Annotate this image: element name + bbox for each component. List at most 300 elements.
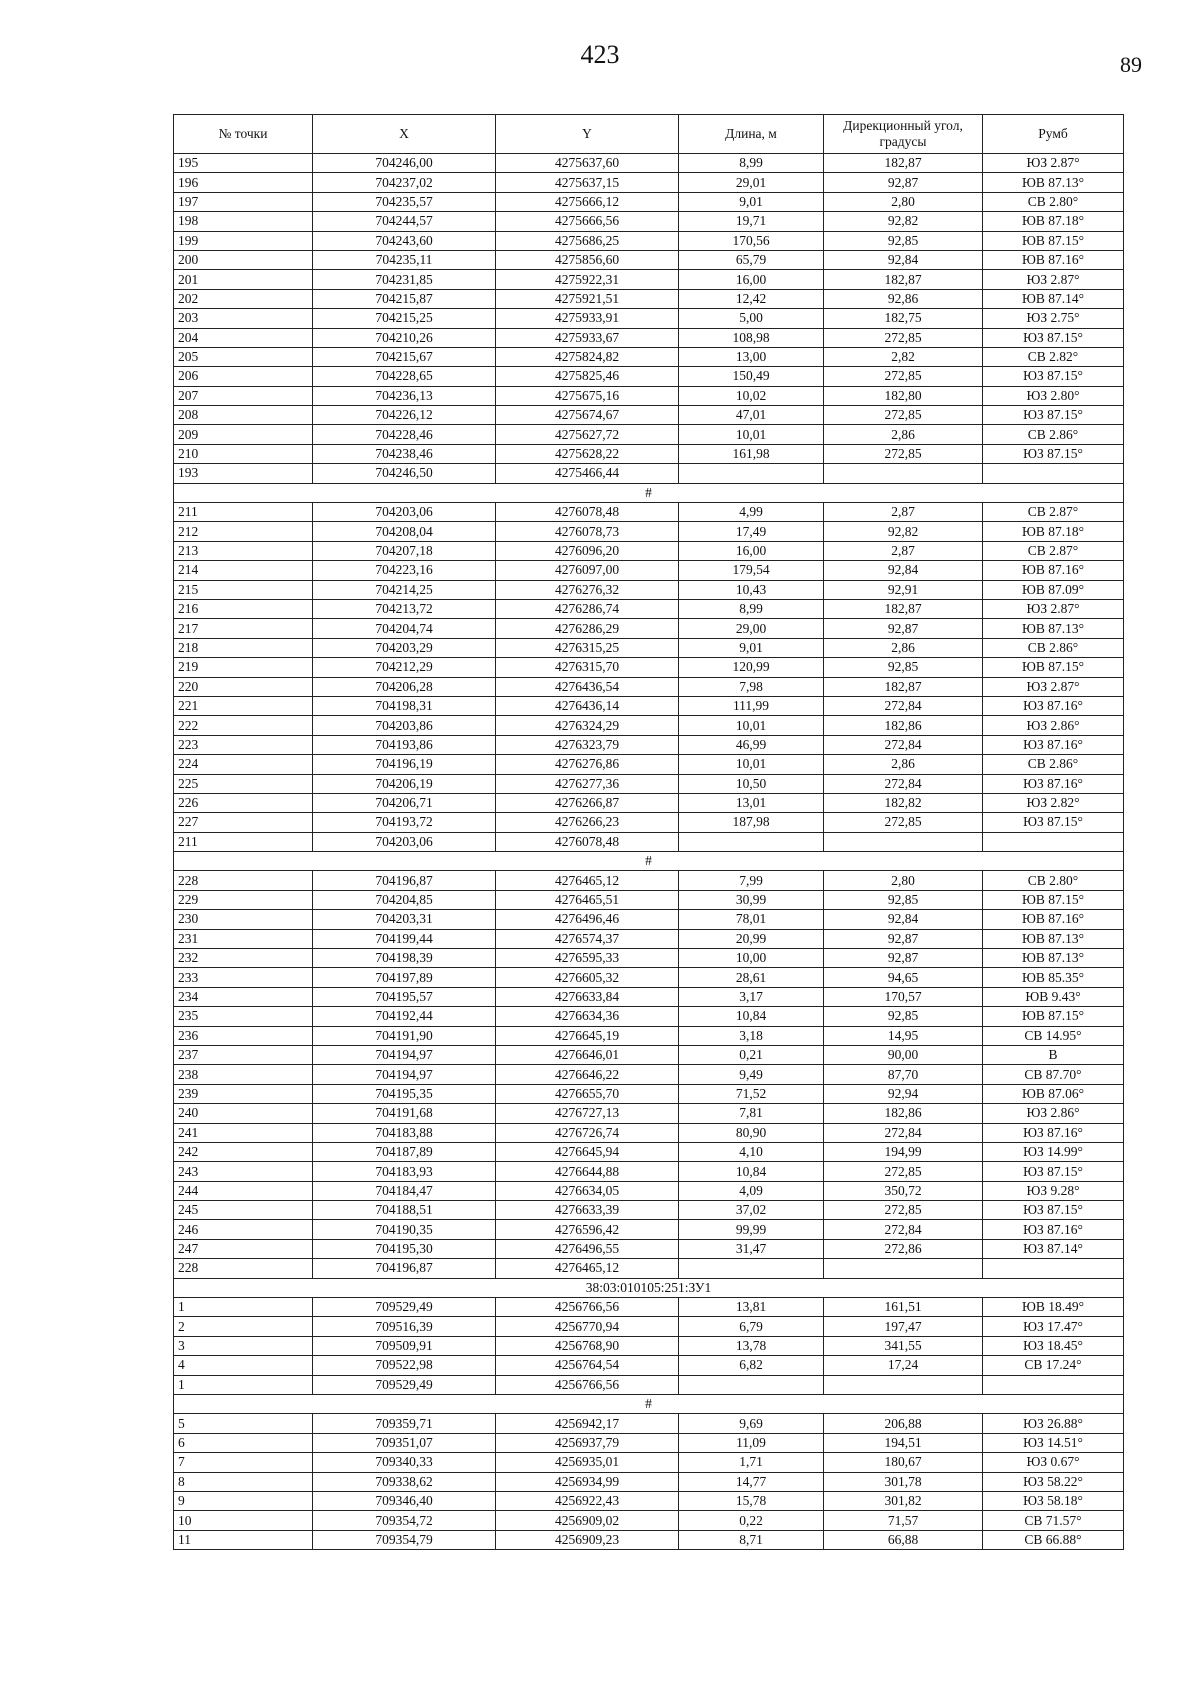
cell-direction-angle: 2,86 <box>824 638 983 657</box>
cell-rhumb: СВ 2.86° <box>983 638 1124 657</box>
cell-point-number: 1 <box>174 1298 313 1317</box>
cell-y: 4256766,56 <box>496 1298 679 1317</box>
cell-point-number: 221 <box>174 696 313 715</box>
cell-y: 4276436,54 <box>496 677 679 696</box>
cell-y: 4276323,79 <box>496 735 679 754</box>
cell-x: 704246,50 <box>313 464 496 483</box>
cell-rhumb: ЮЗ 87.15° <box>983 1201 1124 1220</box>
cell-direction-angle: 272,85 <box>824 1201 983 1220</box>
cell-rhumb: ЮЗ 2.87° <box>983 677 1124 696</box>
cell-length: 8,99 <box>679 599 824 618</box>
cell-rhumb: ЮВ 87.13° <box>983 949 1124 968</box>
cell-rhumb: ЮЗ 2.87° <box>983 599 1124 618</box>
cell-direction-angle: 182,86 <box>824 716 983 735</box>
table-row <box>174 890 1124 909</box>
cell-direction-angle: 92,94 <box>824 1084 983 1103</box>
cell-length: 10,01 <box>679 425 824 444</box>
cell-x: 704184,47 <box>313 1181 496 1200</box>
table-header-row <box>174 115 1124 154</box>
table-row <box>174 1181 1124 1200</box>
table-row <box>174 1220 1124 1239</box>
cell-y: 4256937,79 <box>496 1433 679 1452</box>
table-row <box>174 289 1124 308</box>
cell-point-number: 228 <box>174 871 313 890</box>
cell-rhumb: ЮВ 87.15° <box>983 658 1124 677</box>
cell-direction-angle: 182,87 <box>824 154 983 173</box>
table-row <box>174 968 1124 987</box>
cell-y: 4276465,12 <box>496 871 679 890</box>
table-row <box>174 658 1124 677</box>
cell-direction-angle: 14,95 <box>824 1026 983 1045</box>
cell-y: 4276634,36 <box>496 1007 679 1026</box>
table-row <box>174 561 1124 580</box>
cell-y: 4275466,44 <box>496 464 679 483</box>
table-row <box>174 328 1124 347</box>
cell-y: 4276646,22 <box>496 1065 679 1084</box>
cell-rhumb: ЮВ 87.16° <box>983 561 1124 580</box>
cell-direction-angle: 92,87 <box>824 929 983 948</box>
cell-length: 3,18 <box>679 1026 824 1045</box>
cell-rhumb: ЮЗ 87.16° <box>983 774 1124 793</box>
cell-rhumb: СВ 2.82° <box>983 347 1124 366</box>
cell-point-number: 2 <box>174 1317 313 1336</box>
cell-point-number: 212 <box>174 522 313 541</box>
cell-length: 11,09 <box>679 1433 824 1452</box>
cell-point-number: 205 <box>174 347 313 366</box>
cell-point-number: 235 <box>174 1007 313 1026</box>
cell-point-number: 238 <box>174 1065 313 1084</box>
cell-point-number: 217 <box>174 619 313 638</box>
cell-rhumb: ЮЗ 14.99° <box>983 1142 1124 1161</box>
cell-y: 4276078,73 <box>496 522 679 541</box>
cell-length <box>679 464 824 483</box>
cell-length: 10,01 <box>679 716 824 735</box>
cell-point-number: 199 <box>174 231 313 250</box>
cell-x: 704195,35 <box>313 1084 496 1103</box>
cell-point-number: 1 <box>174 1375 313 1394</box>
cell-length: 16,00 <box>679 541 824 560</box>
table-row <box>174 406 1124 425</box>
cell-point-number: 203 <box>174 309 313 328</box>
cell-length: 9,01 <box>679 638 824 657</box>
cell-rhumb: СВ 2.80° <box>983 871 1124 890</box>
header-length: Длина, м <box>679 115 824 154</box>
cell-x: 704204,85 <box>313 890 496 909</box>
cell-length: 20,99 <box>679 929 824 948</box>
cell-point-number: 228 <box>174 1259 313 1278</box>
table-separator-row <box>174 1395 1124 1414</box>
table-row <box>174 949 1124 968</box>
cell-rhumb: СВ 2.86° <box>983 425 1124 444</box>
table-row <box>174 1162 1124 1181</box>
header-y: Y <box>496 115 679 154</box>
cell-point-number: 241 <box>174 1123 313 1142</box>
table-row <box>174 425 1124 444</box>
cell-y: 4276286,74 <box>496 599 679 618</box>
cell-x: 709516,39 <box>313 1317 496 1336</box>
cell-direction-angle: 92,84 <box>824 561 983 580</box>
cell-x: 704196,87 <box>313 1259 496 1278</box>
cell-length: 7,81 <box>679 1104 824 1123</box>
cell-point-number: 4 <box>174 1356 313 1375</box>
cell-x: 704228,46 <box>313 425 496 444</box>
cell-x: 704244,57 <box>313 212 496 231</box>
table-row <box>174 270 1124 289</box>
cell-x: 704203,86 <box>313 716 496 735</box>
cell-rhumb: ЮЗ 87.16° <box>983 735 1124 754</box>
cell-length: 10,43 <box>679 580 824 599</box>
separator-label: # <box>174 1395 1124 1414</box>
cell-direction-angle: 272,84 <box>824 696 983 715</box>
cell-rhumb: ЮЗ 2.86° <box>983 1104 1124 1123</box>
cell-x: 704213,72 <box>313 599 496 618</box>
cell-length: 80,90 <box>679 1123 824 1142</box>
cell-rhumb: ЮЗ 26.88° <box>983 1414 1124 1433</box>
table-row <box>174 541 1124 560</box>
table-row <box>174 929 1124 948</box>
cell-y: 4275674,67 <box>496 406 679 425</box>
cell-length: 10,84 <box>679 1162 824 1181</box>
table-row <box>174 1239 1124 1258</box>
cell-y: 4276574,37 <box>496 929 679 948</box>
cell-rhumb: СВ 2.87° <box>983 503 1124 522</box>
cell-length: 8,71 <box>679 1530 824 1549</box>
cell-direction-angle: 92,85 <box>824 890 983 909</box>
cell-point-number: 219 <box>174 658 313 677</box>
cell-rhumb: ЮВ 87.16° <box>983 250 1124 269</box>
cell-y: 4276266,87 <box>496 793 679 812</box>
cell-x: 704208,04 <box>313 522 496 541</box>
table-row <box>174 871 1124 890</box>
cell-point-number: 209 <box>174 425 313 444</box>
cell-direction-angle: 301,78 <box>824 1472 983 1491</box>
cell-y: 4256934,99 <box>496 1472 679 1491</box>
cell-y: 4276605,32 <box>496 968 679 987</box>
cell-rhumb: ЮВ 87.16° <box>983 910 1124 929</box>
cell-x: 704188,51 <box>313 1201 496 1220</box>
cell-rhumb: ЮЗ 58.22° <box>983 1472 1124 1491</box>
cell-y: 4275666,56 <box>496 212 679 231</box>
cell-x: 704187,89 <box>313 1142 496 1161</box>
cell-length: 10,84 <box>679 1007 824 1026</box>
cell-point-number: 224 <box>174 755 313 774</box>
cell-y: 4276277,36 <box>496 774 679 793</box>
cell-length: 31,47 <box>679 1239 824 1258</box>
cell-rhumb: ЮЗ 87.16° <box>983 1123 1124 1142</box>
table-row <box>174 1259 1124 1278</box>
cell-rhumb: СВ 2.80° <box>983 192 1124 211</box>
cell-rhumb: ЮВ 18.49° <box>983 1298 1124 1317</box>
table-row <box>174 503 1124 522</box>
table-row <box>174 1336 1124 1355</box>
cell-y: 4276633,39 <box>496 1201 679 1220</box>
cell-point-number: 214 <box>174 561 313 580</box>
stamp-number: 423 <box>580 40 620 69</box>
cell-y: 4276096,20 <box>496 541 679 560</box>
cell-y: 4276727,13 <box>496 1104 679 1123</box>
cell-x: 704246,00 <box>313 154 496 173</box>
cell-y: 4276078,48 <box>496 832 679 851</box>
cell-y: 4275933,67 <box>496 328 679 347</box>
cell-direction-angle: 92,85 <box>824 658 983 677</box>
cell-point-number: 10 <box>174 1511 313 1530</box>
cell-direction-angle: 2,86 <box>824 755 983 774</box>
cell-point-number: 6 <box>174 1433 313 1452</box>
cell-direction-angle: 182,87 <box>824 599 983 618</box>
table-separator-row <box>174 1278 1124 1297</box>
cell-rhumb: ЮВ 87.15° <box>983 231 1124 250</box>
cell-length: 13,81 <box>679 1298 824 1317</box>
table-body <box>174 154 1124 1550</box>
cell-y: 4256770,94 <box>496 1317 679 1336</box>
cell-y: 4275637,60 <box>496 154 679 173</box>
cell-point-number: 245 <box>174 1201 313 1220</box>
cell-y: 4275637,15 <box>496 173 679 192</box>
cell-point-number: 198 <box>174 212 313 231</box>
cell-direction-angle: 92,87 <box>824 173 983 192</box>
table-row <box>174 735 1124 754</box>
cell-length: 29,01 <box>679 173 824 192</box>
cell-rhumb: ЮЗ 87.15° <box>983 367 1124 386</box>
cell-length: 71,52 <box>679 1084 824 1103</box>
cell-direction-angle: 272,85 <box>824 1162 983 1181</box>
cell-x: 709340,33 <box>313 1453 496 1472</box>
cell-y: 4276286,29 <box>496 619 679 638</box>
cell-rhumb: ЮВ 87.15° <box>983 1007 1124 1026</box>
cell-point-number: 193 <box>174 464 313 483</box>
cell-y: 4276266,23 <box>496 813 679 832</box>
cell-direction-angle: 92,85 <box>824 1007 983 1026</box>
cell-direction-angle: 92,86 <box>824 289 983 308</box>
cell-direction-angle: 71,57 <box>824 1511 983 1530</box>
table-row <box>174 793 1124 812</box>
cell-direction-angle: 92,84 <box>824 910 983 929</box>
cell-rhumb: ЮЗ 87.15° <box>983 813 1124 832</box>
table-row <box>174 696 1124 715</box>
cell-direction-angle: 272,85 <box>824 406 983 425</box>
cell-y: 4276596,42 <box>496 1220 679 1239</box>
cell-x: 704212,29 <box>313 658 496 677</box>
cell-x: 709522,98 <box>313 1356 496 1375</box>
cell-x: 709359,71 <box>313 1414 496 1433</box>
cell-length: 28,61 <box>679 968 824 987</box>
cell-length: 8,99 <box>679 154 824 173</box>
table-row <box>174 1026 1124 1045</box>
cell-y: 4276276,86 <box>496 755 679 774</box>
table-row <box>174 1084 1124 1103</box>
cell-rhumb: ЮЗ 17.47° <box>983 1317 1124 1336</box>
table-row <box>174 250 1124 269</box>
cell-point-number: 233 <box>174 968 313 987</box>
cell-direction-angle: 272,84 <box>824 735 983 754</box>
cell-length: 12,42 <box>679 289 824 308</box>
cell-x: 704183,93 <box>313 1162 496 1181</box>
cell-point-number: 229 <box>174 890 313 909</box>
cell-rhumb: ЮЗ 2.80° <box>983 386 1124 405</box>
cell-direction-angle: 2,80 <box>824 192 983 211</box>
cell-point-number: 207 <box>174 386 313 405</box>
cell-direction-angle <box>824 832 983 851</box>
cell-x: 709351,07 <box>313 1433 496 1452</box>
cell-length: 0,21 <box>679 1045 824 1064</box>
cell-length: 170,56 <box>679 231 824 250</box>
cell-y: 4276097,00 <box>496 561 679 580</box>
cell-x: 704215,25 <box>313 309 496 328</box>
cell-rhumb: ЮЗ 18.45° <box>983 1336 1124 1355</box>
cell-direction-angle: 92,82 <box>824 212 983 231</box>
cell-direction-angle: 92,82 <box>824 522 983 541</box>
cell-direction-angle: 180,67 <box>824 1453 983 1472</box>
cell-rhumb: СВ 17.24° <box>983 1356 1124 1375</box>
table-row <box>174 774 1124 793</box>
cell-length: 65,79 <box>679 250 824 269</box>
cell-x: 704193,86 <box>313 735 496 754</box>
cell-x: 704191,90 <box>313 1026 496 1045</box>
cell-direction-angle: 272,84 <box>824 774 983 793</box>
cell-length: 16,00 <box>679 270 824 289</box>
cell-direction-angle: 92,87 <box>824 619 983 638</box>
header-direction-angle <box>824 115 983 154</box>
header-x: X <box>313 115 496 154</box>
table-row <box>174 1433 1124 1452</box>
cell-point-number: 240 <box>174 1104 313 1123</box>
table-row <box>174 987 1124 1006</box>
cell-point-number: 206 <box>174 367 313 386</box>
cell-x: 704214,25 <box>313 580 496 599</box>
table-row <box>174 309 1124 328</box>
cell-y: 4276315,25 <box>496 638 679 657</box>
cell-direction-angle: 350,72 <box>824 1181 983 1200</box>
cell-length: 161,98 <box>679 444 824 463</box>
cell-point-number: 236 <box>174 1026 313 1045</box>
cell-x: 704194,97 <box>313 1045 496 1064</box>
cell-rhumb: СВ 71.57° <box>983 1511 1124 1530</box>
cell-x: 704231,85 <box>313 270 496 289</box>
cell-rhumb: ЮВ 87.14° <box>983 289 1124 308</box>
separator-label: 38:03:010105:251:ЗУ1 <box>174 1278 1124 1297</box>
table-row <box>174 1123 1124 1142</box>
table-row <box>174 599 1124 618</box>
cell-y: 4276634,05 <box>496 1181 679 1200</box>
cell-x: 704235,57 <box>313 192 496 211</box>
cell-rhumb: ЮЗ 14.51° <box>983 1433 1124 1452</box>
cell-point-number: 218 <box>174 638 313 657</box>
cell-length: 5,00 <box>679 309 824 328</box>
cell-x: 704192,44 <box>313 1007 496 1026</box>
cell-rhumb: ЮЗ 58.18° <box>983 1491 1124 1510</box>
cell-y: 4276496,55 <box>496 1239 679 1258</box>
cell-direction-angle: 182,86 <box>824 1104 983 1123</box>
table-row <box>174 212 1124 231</box>
cell-y: 4276496,46 <box>496 910 679 929</box>
cell-y: 4275627,72 <box>496 425 679 444</box>
table-row <box>174 755 1124 774</box>
cell-y: 4256922,43 <box>496 1491 679 1510</box>
cell-rhumb: ЮВ 87.13° <box>983 619 1124 638</box>
cell-direction-angle: 2,82 <box>824 347 983 366</box>
cell-point-number: 202 <box>174 289 313 308</box>
cell-length: 4,99 <box>679 503 824 522</box>
cell-y: 4256935,01 <box>496 1453 679 1472</box>
table-row <box>174 1491 1124 1510</box>
cell-y: 4256942,17 <box>496 1414 679 1433</box>
cell-point-number: 5 <box>174 1414 313 1433</box>
cell-point-number: 239 <box>174 1084 313 1103</box>
cell-y: 4275666,12 <box>496 192 679 211</box>
cell-x: 709529,49 <box>313 1375 496 1394</box>
cell-point-number: 234 <box>174 987 313 1006</box>
cell-rhumb: ЮЗ 2.87° <box>983 270 1124 289</box>
cell-direction-angle: 272,85 <box>824 813 983 832</box>
table-row <box>174 619 1124 638</box>
table-row <box>174 910 1124 929</box>
cell-y: 4275686,25 <box>496 231 679 250</box>
cell-x: 704190,35 <box>313 1220 496 1239</box>
cell-rhumb: ЮВ 9.43° <box>983 987 1124 1006</box>
cell-rhumb <box>983 464 1124 483</box>
header-point-number: № точки <box>174 115 313 154</box>
cell-rhumb: ЮВ 85.35° <box>983 968 1124 987</box>
cell-x: 704198,39 <box>313 949 496 968</box>
cell-direction-angle: 170,57 <box>824 987 983 1006</box>
cell-point-number: 246 <box>174 1220 313 1239</box>
cell-length: 13,78 <box>679 1336 824 1355</box>
cell-rhumb: ЮЗ 0.67° <box>983 1453 1124 1472</box>
cell-length: 7,99 <box>679 871 824 890</box>
cell-point-number: 8 <box>174 1472 313 1491</box>
cell-y: 4256764,54 <box>496 1356 679 1375</box>
cell-rhumb: ЮВ 87.15° <box>983 890 1124 909</box>
cell-length: 17,49 <box>679 522 824 541</box>
cell-rhumb: ЮВ 87.18° <box>983 212 1124 231</box>
table-row <box>174 1453 1124 1472</box>
cell-direction-angle: 92,87 <box>824 949 983 968</box>
cell-direction-angle: 2,87 <box>824 503 983 522</box>
cell-rhumb: ЮВ 87.13° <box>983 173 1124 192</box>
cell-length: 10,50 <box>679 774 824 793</box>
cell-y: 4276436,14 <box>496 696 679 715</box>
cell-direction-angle: 2,87 <box>824 541 983 560</box>
cell-x: 704206,71 <box>313 793 496 812</box>
cell-length: 30,99 <box>679 890 824 909</box>
cell-length: 9,69 <box>679 1414 824 1433</box>
cell-point-number: 243 <box>174 1162 313 1181</box>
table-separator-row <box>174 852 1124 871</box>
cell-rhumb <box>983 1259 1124 1278</box>
cell-point-number: 11 <box>174 1530 313 1549</box>
cell-x: 704215,87 <box>313 289 496 308</box>
cell-y: 4276465,51 <box>496 890 679 909</box>
table-row <box>174 1356 1124 1375</box>
cell-rhumb: ЮЗ 2.75° <box>983 309 1124 328</box>
cell-x: 704206,19 <box>313 774 496 793</box>
cell-rhumb: ЮЗ 87.16° <box>983 696 1124 715</box>
table-row <box>174 1007 1124 1026</box>
cell-length: 99,99 <box>679 1220 824 1239</box>
cell-y: 4276645,94 <box>496 1142 679 1161</box>
cell-x: 704203,29 <box>313 638 496 657</box>
cell-x: 709354,79 <box>313 1530 496 1549</box>
cell-rhumb: ЮЗ 2.87° <box>983 154 1124 173</box>
cell-rhumb: ЮВ 87.18° <box>983 522 1124 541</box>
cell-length: 9,49 <box>679 1065 824 1084</box>
cell-y: 4276645,19 <box>496 1026 679 1045</box>
cell-y: 4256909,23 <box>496 1530 679 1549</box>
table-row <box>174 1104 1124 1123</box>
page-number: 89 <box>1120 52 1142 77</box>
cell-x: 704198,31 <box>313 696 496 715</box>
cell-length: 111,99 <box>679 696 824 715</box>
